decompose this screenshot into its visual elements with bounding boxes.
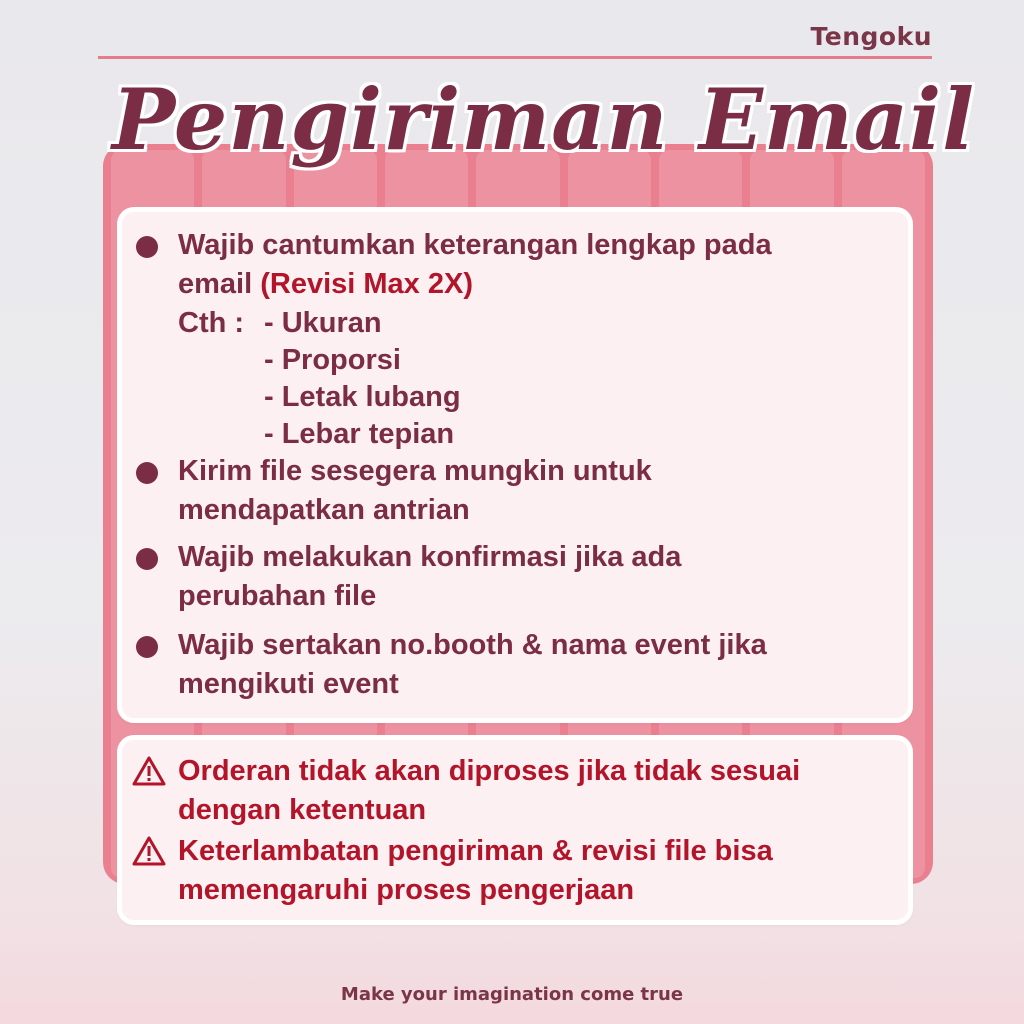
warning-triangle-icon xyxy=(132,756,166,786)
warning-2-line-2: memengaruhi proses pengerjaan xyxy=(178,874,635,906)
example-row xyxy=(178,415,888,452)
brand-name: Tengoku xyxy=(810,22,932,51)
warnings-card xyxy=(122,740,908,920)
rule-4-line-2: mengikuti event xyxy=(178,668,399,700)
warning-item-2 xyxy=(178,832,888,910)
rule-item-1 xyxy=(178,226,888,452)
example-item: - Lebar tepian xyxy=(264,418,455,450)
example-label: Cth : xyxy=(178,307,245,339)
rule-2-line-2: mendapatkan antrian xyxy=(178,494,470,526)
warning-triangle-icon xyxy=(132,836,166,866)
bullet-dot-icon xyxy=(136,636,158,658)
warning-item-1 xyxy=(178,752,888,830)
rule-1-line-2: email xyxy=(178,268,261,300)
example-row xyxy=(178,341,888,378)
example-item: - Proporsi xyxy=(264,344,401,376)
rule-3-line-2: perubahan file xyxy=(178,580,377,612)
example-item: - Letak lubang xyxy=(264,381,461,413)
bullet-dot-icon xyxy=(136,548,158,570)
rule-1-line-1: Wajib cantumkan keterangan lengkap pada xyxy=(178,229,772,261)
example-row xyxy=(178,304,888,341)
rule-4-line-1: Wajib sertakan no.booth & nama event jika xyxy=(178,629,767,661)
examples-list xyxy=(178,304,888,452)
rule-3-line-1: Wajib melakukan konfirmasi jika ada xyxy=(178,541,682,573)
warning-1-line-2: dengan ketentuan xyxy=(178,794,427,826)
warning-2-line-1: Keterlambatan pengiriman & revisi file bisa xyxy=(178,835,773,867)
tagline: Make your imagination come true xyxy=(340,984,684,1005)
warning-1-line-1: Orderan tidak akan diproses jika tidak sesuai xyxy=(178,755,801,787)
revision-limit-highlight: (Revisi Max 2X) xyxy=(260,268,473,300)
bullet-dot-icon xyxy=(136,462,158,484)
rule-item-3 xyxy=(178,538,888,616)
rule-item-2 xyxy=(178,452,888,530)
rules-card xyxy=(122,212,908,718)
bullet-dot-icon xyxy=(136,236,158,258)
example-row xyxy=(178,378,888,415)
rule-2-line-1: Kirim file sesegera mungkin untuk xyxy=(178,455,652,487)
header-divider xyxy=(98,56,932,59)
example-item: - Ukuran xyxy=(264,307,382,339)
page-title: Pengiriman Email xyxy=(112,70,976,169)
rule-item-4 xyxy=(178,626,888,704)
